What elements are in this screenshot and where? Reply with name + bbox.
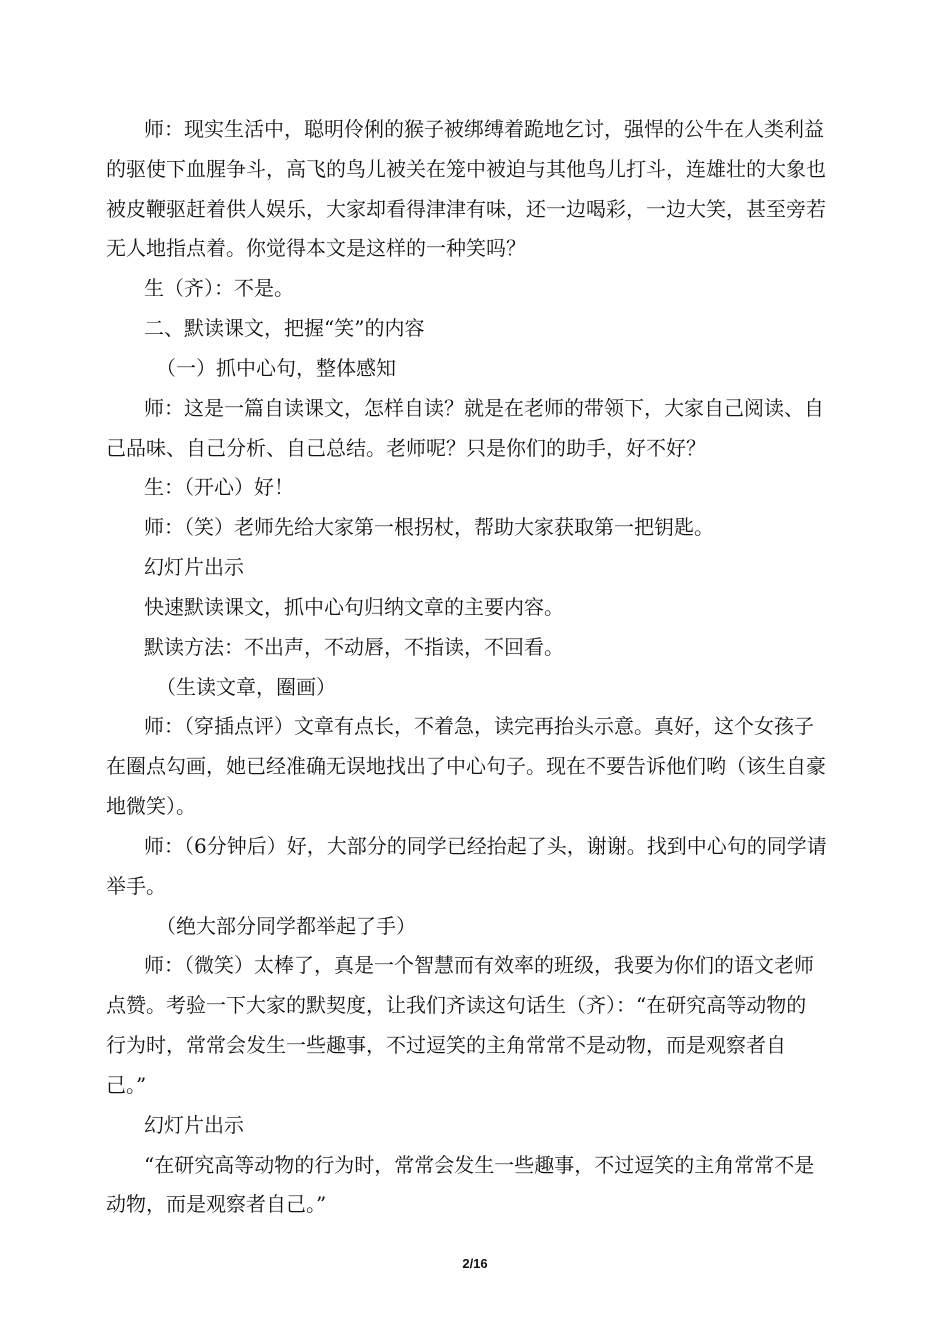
text-line: 幻灯片出示 — [144, 555, 244, 579]
text-line: 无人地指点着。你觉得本文是这样的一种笑吗？ — [106, 236, 526, 260]
text-line: 的驱使下血腥争斗，高飞的鸟儿被关在笼中被迫与其他鸟儿打斗，连雄壮的大象也 — [106, 157, 826, 181]
text-line: 己品味、自己分析、自己总结。老师呢？只是你们的助手，好不好？ — [106, 436, 706, 460]
text-line: 己。” — [106, 1073, 147, 1097]
text-line: 师：这是一篇自读课文，怎样自读？就是在老师的带领下，大家自己阅读、自 — [144, 396, 824, 420]
text-line: 举手。 — [106, 874, 166, 898]
text-line: 行为时，常常会发生一些趣事，不过逗笑的主角常常不是动物，而是观察者自 — [106, 1033, 786, 1057]
text-line: 生（齐）：不是。 — [144, 276, 294, 300]
text-line: 师：（微笑）太棒了，真是一个智慧而有效率的班级，我要为你们的语文老师 — [144, 953, 814, 977]
text-line: 快速默读课文，抓中心句归纳文章的主要内容。 — [144, 595, 564, 619]
text-line: “在研究高等动物的行为时，常常会发生一些趣事，不过逗笑的主角常常不是 — [144, 1153, 815, 1177]
text-line: 地微笑）。 — [106, 794, 196, 818]
text-line: 被皮鞭驱赶着供人娱乐，大家却看得津津有味，还一边喝彩，一边大笑，甚至旁若 — [106, 197, 826, 221]
text-line: 师：（6分钟后）好，大部分的同学已经抬起了头，谢谢。找到中心句的同学请 — [144, 834, 827, 858]
text-line: 师：（穿插点评）文章有点长，不着急，读完再抬头示意。真好，这个女孩子 — [144, 714, 814, 738]
text-line: 动物，而是观察者自己。” — [106, 1192, 327, 1216]
page-number: 2/16 — [462, 1256, 488, 1271]
text-line: （绝大部分同学都举起了手） — [156, 914, 416, 938]
text-line: 幻灯片出示 — [144, 1113, 244, 1137]
text-line: 在圈点勾画，她已经准确无误地找出了中心句子。现在不要告诉他们哟（该生自豪 — [106, 754, 826, 778]
text-line: 点赞。考验一下大家的默契度，让我们齐读这句话生（齐）：“在研究高等动物的 — [106, 993, 807, 1017]
subsection-heading: （一）抓中心句，整体感知 — [156, 356, 396, 380]
text-line: 默读方法：不出声，不动唇，不指读，不回看。 — [144, 635, 564, 659]
text-line: （生读文章，圈画） — [156, 675, 336, 699]
text-line: 师：（笑）老师先给大家第一根拐杖，帮助大家获取第一把钥匙。 — [144, 515, 714, 539]
section-heading: 二、默读课文，把握“笑”的内容 — [144, 316, 425, 340]
text-line: 生：（开心）好！ — [144, 475, 294, 499]
text-line: 师：现实生活中，聪明伶俐的猴子被绑缚着跪地乞讨，强悍的公牛在人类利益 — [144, 117, 824, 141]
